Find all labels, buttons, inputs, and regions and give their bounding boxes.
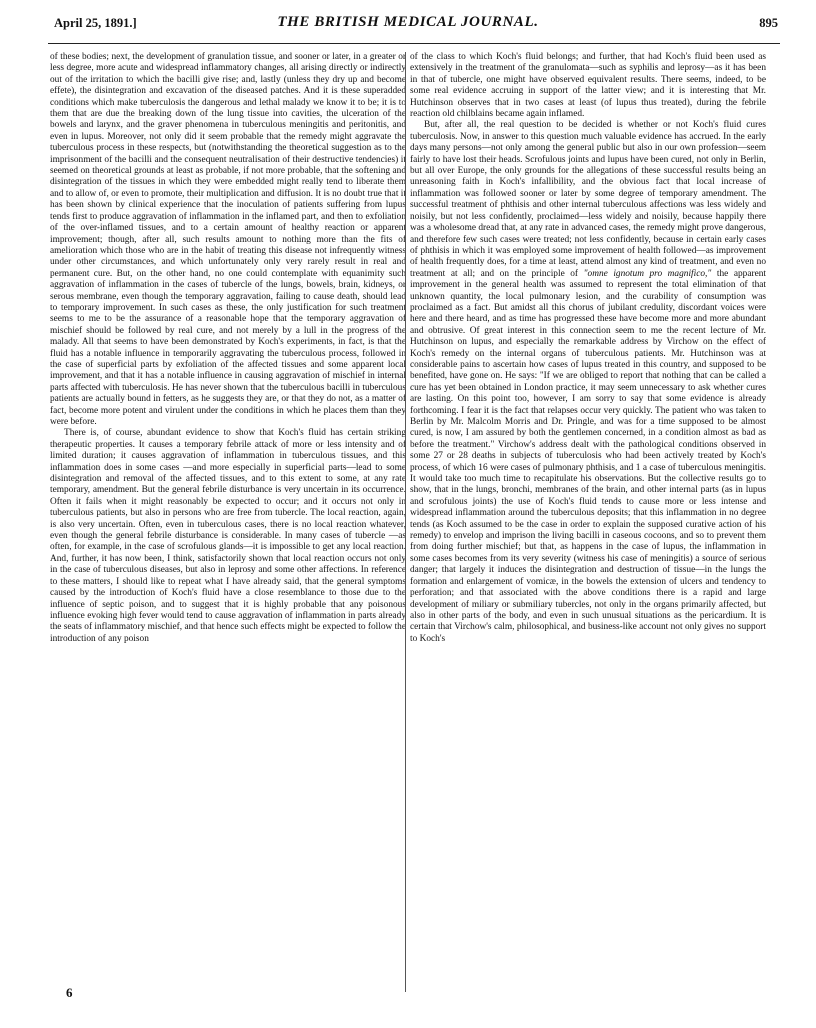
page-header [38,6,778,44]
right-paragraph-2-text: But, after all, the real question to be decided is whether or not Koch's fluid cures tuberculosis. Now, in answer to this question much valuable evidence has accrued. In the early days many persons—not only among the general public but also in our own profession—seem fairly to have lost their heads. Scrofulous joints and lupus have been cured, not only in Berlin, but all over Europe, the only grounds for the allegations of these successful results being an unreasoning faith in Koch's infallibility, and the obvious fact that local increase of inflammation was followed sooner or later by some degree of temporary amendment. The successful treatment of phthisis and other internal tuberculous affections was less widely and noisily, but not less confidently, proclaimed—less widely and noisily, because happily there was a wholesome dread that, at any rate in advanced cases, the remedy might prove dangerous, and therefore few such cases were treated; not less confidently, because in certain early cases of phthisis in which it was employed some improvement of health followed—as improvement of health frequently does, for a time at least, attend almost any kind of treatment, and even no treatment at all; and on the principle of [410,120,766,279]
left-paragraph-2: There is, of course, abundant evidence to show that Koch's fluid has certain striking therapeutic properties. It causes a temporary febrile attack of more or less intensity and of limited duration; it causes aggravation of inflammation in tuberculous tissues, and this inflammation does in some cases —and more especially in superficial parts—lead to some disintegration and removal of the affected tissues, and to this extent to some, at any rate temporary, amendment. But the general febrile disturbance is very uncertain in its occurrence. Often it fails when it might reasonably be expected to occur; and it occurs not only in tuberculous patients, but also in persons who are free from tubercle. The local reaction, again, is also very uncertain. Often, even in tuberculous cases, there is no local reaction whatever, even though the general febrile disturbance is considerable. In many cases of tubercle —as often, for example, in the case of scrofulous glands—it is impossible to get any local reaction. And, further, it has now been, I think, satisfactorily shown that local reaction occurs not only in the case of tuberculous diseases, but also in leprosy and some other affections. In reference to these matters, I should like to repeat what I have already said, that the general symptoms caused by the introduction of Koch's fluid have a close resemblance to those due to the influence of septic poison, and to suggest that it is highly probable that any poisonous influence evoking high fever would tend to cause aggravation of inflammation in parts already the seats of inflammatory mischief, and that hence such effects might be expected to follow the introduction of any poison [50,428,406,644]
signature-mark: 6 [66,985,73,1000]
left-column [50,52,406,1000]
right-paragraph-2 [410,120,766,645]
right-paragraph-1: of the class to which Koch's fluid belongs; and further, that had Koch's fluid been used as extensively in the treatment of the granulomata—such as syphilis and leprosy—as it has been in that of tubercle, one might have observed equivalent results. There seems, indeed, to be some real evidence accruing in support of the latter view; and it is interesting that Mr. Hutchinson observes that in two cases at least (of lupus thus treated), during the febrile reaction old chilblains became again inflamed. [410,52,766,120]
page-number: 895 [759,16,778,30]
column-divider [405,52,406,992]
right-paragraph-2-rest: the apparent improvement in the general health was assumed to represent the total elimination of that unknown quantity, the local pulmonary lesion, and the curability of consumption was proclaimed as a fact. But amidst all this chorus of jubilant credulity, discordant voices were here and there heard, and as time has progressed these have become more and more abundant and obtrusive. Of great interest in this connection seem to me the recent lecture of Mr. Hutchinson on lupus, and especially the remarkable address by Virchow on the effect of Koch's remedy on the internal organs of tuberculous patients. Mr. Hutchinson was at considerable pains to ascertain how cases of lupus treated in this country, and supposed to be benefited, have gone on. He says: "If we are obliged to report that nothing that can be called a cure has yet been obtained in London practice, it may seem unnecessary to ask whether cures are lasting. On this point too, however, I am sorry to say that some evidence is already forthcoming. I fear it is the fact that relapses occur very quickly. The patient who was taken to Berlin by Mr. Malcolm Morris and Dr. Pringle, and was for a time supposed to be almost cured, is now, I am assured by both the gentlemen concerned, in a condition almost as bad as before the treatment." Virchow's address dealt with the pathological conditions observed in some 27 or 28 deaths in subjects of tuberculosis who had been actively treated by Koch's process, of which 16 were cases of pulmonary phthisis, and 1 a case of tuberculous meningitis. It would take too much time to recapitulate his observations. But the collective results go to show, that in the lungs, bronchi, membranes of the brain, and other internal parts (as in lupus and scrofulous joints) the use of Koch's fluid tends to cause more or less intense and widespread inflammation around the tuberculous deposits; that this inflammation in no degree tends (as Koch assumed to be the case in order to explain the supposed curative action of his remedy) to envelop and imprison the living bacilli in caseous cocoons, and so to prevent them from doing further mischief; but that, as happens in the case of lupus, the inflammation in some cases becomes from its very severity (witness his case of meningitis) a source of serious danger; that largely it induces the disintegration and destruction of tissue—in the lungs the formation and enlargement of vomicæ, in the bowels the extension of ulcers and tendency to perforation; and that associated with the above conditions there is a rapid and large development of miliary or submiliary tubercles, not only in the organs primarily affected, but also in other parts of the body, and even in such unusual situations as the pericardium. It is certain that Virchow's calm, philosophical, and business-like account not only gives no support to Koch's [410,268,766,644]
header-rule [48,43,780,44]
right-column [410,52,766,1000]
issue-date: April 25, 1891.] [54,16,137,30]
left-paragraph-1: of these bodies; next, the development of granulation tissue, and sooner or later, in a greater or less degree, more acute and widespread inflammatory changes, all arising directly or indirectly out of the irritation to which the bacilli give rise; and, lastly (unless they dry up and become effete), the disintegration and excavation of the diseased patches. And it is these superadded conditions which make tuberculosis the dangerous and lethal malady we know it to be; it is to them that are due the breaking down of the lung tissue into cavities, the ulceration of the bowels and larynx, and the graver phenomena in tuberculous meningitis and peritonitis, and even in lupus. Moreover, not only did it seem probable that the remedy might aggravate the tuberculous process in these respects, but (notwithstanding the theoretical suggestion as to the imprisonment of the bacilli and the consequent neutralisation of their destructive tendencies) it seemed on theoretical grounds at least as probable, if not more probable, that the softening and disintegration of the tissues in which they were embedded might really tend to liberate them and to allow of, or even to promote, their multiplication and diffusion. It is no doubt true that it has been shown by clinical experience that the inoculation of patients suffering from lupus tends first to produce aggravation of inflammation in the inflamed part, and then to exfoliation of the over-inflamed tissues, and to a certain amount of healthy reaction or apparent improvement; though, after all, such results amount to nothing more than the fits of amelioration which those who are in the habit of treating this disease not infrequently witness under other circumstances, and which unfortunately only very rarely result in real and permanent cure. But, on the other hand, no one could contemplate with equanimity such aggravation of inflammation in the cases of tubercle of the lungs, bowels, brain, kidneys, or serous membrane, even though the temporary aggravation, failing to cause death, should lead to temporary improvement. In such cases as these, the only justification for such treatment seems to me to be the assurance of a reasonable hope that the temporary aggravation of mischief should be followed by real cure, and not merely by a lull in the progress of the malady. All that seems to have been demonstrated by Koch's experiments, in fact, is that the fluid has a notable influence in temporarily aggravating the tuberculous process, followed in the case of superficial parts by exfoliation of the affected tissues and some apparent local improvement, and that it has a notable influence in causing aggravation of mischief in internal parts affected with tuberculosis. He has never shown that the tuberculous bacilli in tuberculous patients are actually bound in fetters, as he suggests they are, or that they do not, as a matter of fact, become more potent and virulent under the conditions in which he places them than they were before. [50,52,406,427]
latin-phrase: "omne ignotum pro magnifico," [583,268,712,279]
journal-title: THE BRITISH MEDICAL JOURNAL. [277,14,539,30]
